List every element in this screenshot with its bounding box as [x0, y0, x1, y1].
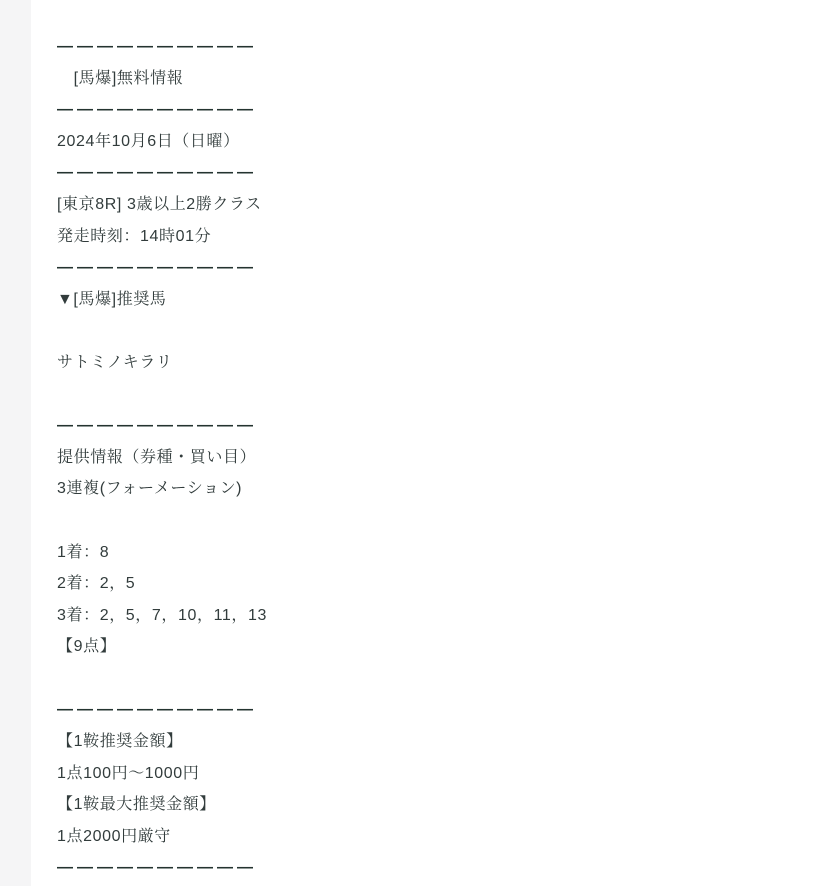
- blank-line: [57, 663, 797, 695]
- offer-heading: 提供情報（券種・買い目）: [57, 448, 257, 466]
- divider-line: ——————————: [57, 859, 257, 877]
- blank-line: [57, 379, 797, 411]
- recommendation-heading: ▼[馬爆]推奨馬: [57, 290, 167, 308]
- bet-third-line: 3着：2，5，7，10，11，13: [57, 606, 267, 624]
- amount-heading: 【1鞍推奨金額】: [57, 733, 183, 751]
- blank-line: [57, 505, 797, 537]
- divider-line: ——————————: [57, 164, 257, 182]
- left-margin-strip: [0, 0, 31, 886]
- date-line: 2024年10月6日（日曜）: [57, 132, 240, 150]
- blank-line: [57, 315, 797, 347]
- divider-line: ——————————: [57, 701, 257, 719]
- amount-value: 1点100円～1000円: [57, 764, 200, 782]
- free-info-title: [馬爆]無料情報: [57, 69, 184, 87]
- bet-type-line: 3連複(フォーメーション): [57, 480, 243, 498]
- max-amount-value: 1点2000円厳守: [57, 827, 171, 845]
- bet-points-line: 【9点】: [57, 638, 117, 656]
- divider-line: ——————————: [57, 38, 257, 55]
- bet-second-line: 2着：2，5: [57, 575, 136, 593]
- divider-line: ——————————: [57, 259, 257, 277]
- start-time-line: 発走時刻：14時01分: [57, 227, 212, 245]
- info-text-block: [57, 31, 797, 884]
- horse-name: サトミノキラリ: [57, 353, 173, 371]
- bet-first-line: 1着：8: [57, 543, 110, 561]
- race-name-line: [東京8R] 3歳以上2勝クラス: [57, 195, 262, 213]
- divider-line: ——————————: [57, 101, 257, 119]
- max-amount-heading: 【1鞍最大推奨金額】: [57, 796, 216, 814]
- divider-line: ——————————: [57, 417, 257, 435]
